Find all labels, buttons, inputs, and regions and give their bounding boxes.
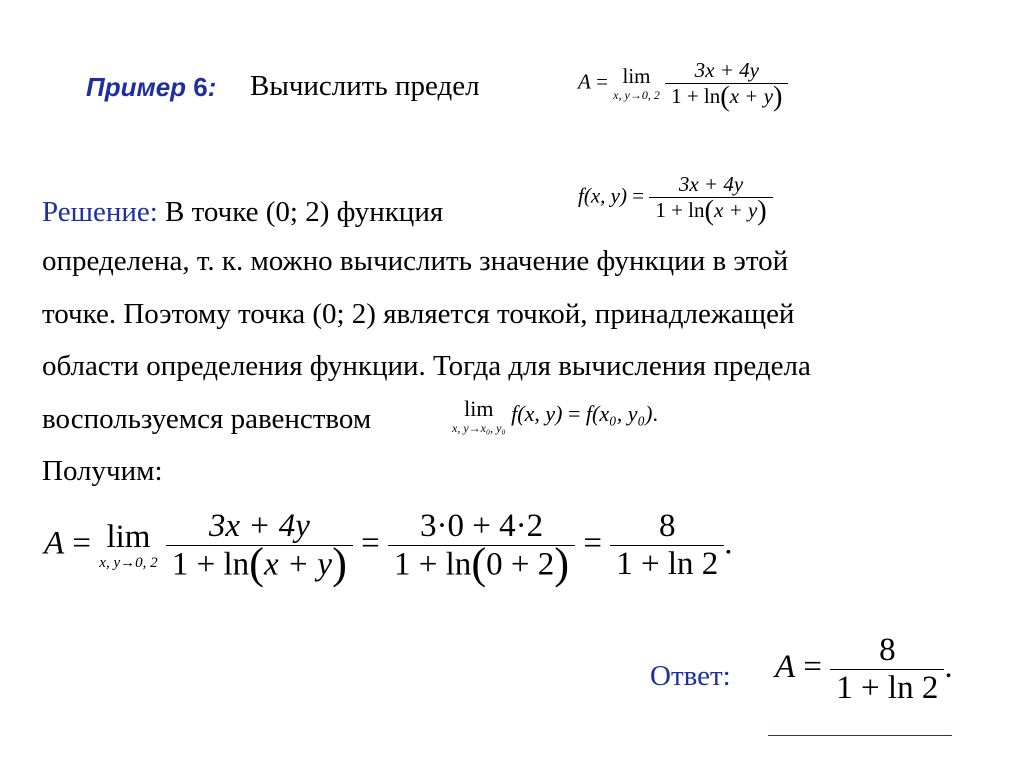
- comp-den-1-pre: 1 + ln: [171, 546, 250, 583]
- den-pre: 1 + ln: [671, 84, 721, 108]
- comp-eq-1: =: [72, 525, 92, 562]
- continuity-lim: [452, 398, 506, 434]
- comp-lim-subscript: x, y→0, 2: [99, 554, 158, 571]
- solution-label: Решение:: [42, 196, 158, 228]
- continuity-f: f(x, y): [511, 401, 563, 427]
- answer-period: .: [944, 649, 953, 686]
- formula-fraction: [665, 58, 788, 113]
- comp-fraction-1: [166, 508, 353, 588]
- solution-line-6: Получим:: [42, 455, 163, 487]
- task-text: Вычислить предел: [250, 70, 480, 102]
- comp-eq-3: =: [583, 525, 602, 562]
- function-fraction: [649, 172, 772, 227]
- formula-computation: [44, 508, 733, 588]
- comp-lim: [99, 518, 158, 571]
- answer-eq: =: [803, 649, 823, 686]
- fraction-numerator: 3x + 4y: [694, 58, 759, 82]
- den-arg: x + y: [729, 84, 774, 108]
- continuity-lim-word: lim: [464, 396, 494, 421]
- comp-lim-word: lim: [106, 518, 151, 555]
- formula-function: [578, 172, 773, 227]
- answer-den: 1 + ln 2: [830, 669, 944, 707]
- solution-line-3: точке. Поэтому точка (0; 2) является точкой, принадлежащей: [42, 298, 795, 330]
- comp-a: A: [44, 525, 65, 562]
- comp-num-1: 3x + 4y: [208, 508, 310, 544]
- comp-den-3: 1 + ln 2: [610, 545, 724, 583]
- solution-line-1: [42, 196, 443, 229]
- continuity-lim-subscript: x, y→x₀, y₀: [452, 421, 506, 435]
- formula-lim: [613, 66, 660, 101]
- fden-pre: 1 + ln: [655, 198, 705, 222]
- fden-arg: x + y: [713, 198, 758, 222]
- comp-num-2: 3·0 + 4·2: [420, 508, 544, 544]
- answer-fraction: [830, 632, 944, 707]
- function-denominator: 1 + ln(x + y): [649, 197, 772, 223]
- example-title: [86, 72, 216, 103]
- comp-fraction-2: [388, 508, 575, 588]
- comp-den-1: 1 + ln(x + y): [166, 545, 353, 583]
- continuity-eq: =: [567, 401, 581, 427]
- function-f: f(x, y): [578, 183, 627, 208]
- comp-den-1-arg: x + y: [264, 546, 333, 583]
- function-eq: =: [632, 183, 645, 208]
- solution-line-2: определена, т. к. можно вычислить значение функции в этой: [42, 245, 789, 277]
- function-numerator: 3x + 4y: [678, 172, 744, 196]
- comp-period: .: [724, 525, 733, 562]
- comp-eq-2: =: [361, 525, 380, 562]
- formula-a: A: [578, 69, 591, 94]
- comp-num-3: 8: [659, 508, 676, 545]
- example-label: Пример: [86, 72, 187, 102]
- lim-word: lim: [622, 64, 651, 88]
- formula-answer: [775, 632, 953, 707]
- solution-text-1: В точке (0; 2) функция: [165, 196, 444, 228]
- continuity-f-point: f(x₀, y₀): [585, 401, 653, 427]
- comp-den-2-arg: 0 + 2: [486, 546, 555, 583]
- answer-label: Ответ:: [650, 660, 731, 692]
- answer-underline: [768, 735, 952, 736]
- solution-line-5: воспользуемся равенством: [42, 403, 372, 435]
- answer-num: 8: [879, 632, 896, 668]
- comp-fraction-3: [610, 508, 724, 583]
- formula-continuity: [452, 398, 658, 434]
- solution-line-4: области определения функции. Тогда для вычисления предела: [42, 350, 811, 382]
- example-number: 6: [193, 72, 208, 102]
- comp-den-2-pre: 1 + ln: [394, 546, 472, 583]
- lim-subscript: x, y→0, 2: [613, 88, 660, 102]
- comp-den-2: 1 + ln(0 + 2): [388, 545, 575, 583]
- formula-limit-definition: [578, 58, 788, 113]
- answer-a: A: [775, 649, 796, 686]
- example-colon: :: [207, 72, 217, 102]
- fraction-denominator: 1 + ln(x + y): [665, 83, 788, 109]
- formula-eq: =: [596, 69, 608, 94]
- continuity-period: .: [652, 401, 658, 427]
